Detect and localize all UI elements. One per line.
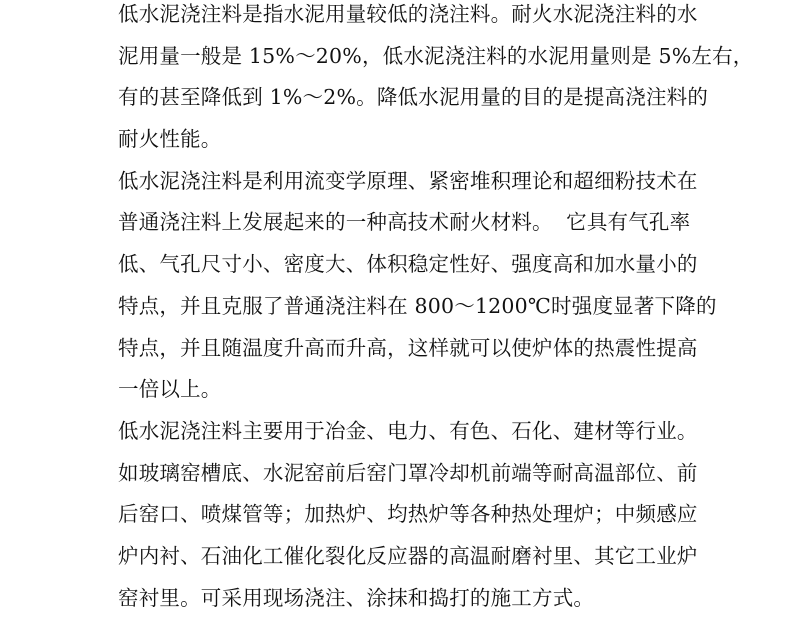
text-line: 后窑口、喷煤管等；加热炉、均热炉等各种热处理炉；中频感应 [118, 502, 698, 527]
text-line: 一倍以上。 [118, 377, 222, 402]
text-line: 特点，并且克服了普通浇注料在 800～1200℃时强度显著下降的 [118, 293, 717, 318]
text-line: 窑衬里。可采用现场浇注、涂抹和捣打的施工方式。 [118, 585, 595, 610]
text-line: 炉内衬、石油化工催化裂化反应器的高温耐磨衬里、其它工业炉 [118, 543, 698, 568]
text-line: 泥用量一般是 15%～20%，低水泥浇注料的水泥用量则是 5%左右， [118, 43, 754, 68]
paragraph-low-cement-definition [118, 0, 754, 161]
text-line: 低水泥浇注料是利用流变学原理、紧密堆积理论和超细粉技术在 [118, 168, 698, 193]
text-line: 如玻璃窑槽底、水泥窑前后窑门罩冷却机前端等耐高温部位、前 [118, 460, 698, 485]
text-line: 耐火性能。 [118, 127, 222, 152]
text-line: 特点，并且随温度升高而升高，这样就可以使炉体的热震性提高 [118, 335, 698, 360]
document-page [118, 0, 754, 610]
paragraph-low-cement-applications [118, 411, 698, 619]
text-line: 低水泥浇注料是指水泥用量较低的浇注料。耐火水泥浇注料的水 [118, 2, 698, 26]
text-line: 有的甚至降低到 1%～2%。降低水泥用量的目的是提高浇注料的 [118, 85, 709, 110]
text-line: 低水泥浇注料主要用于冶金、电力、有色、石化、建材等行业。 [118, 418, 698, 443]
text-line: 低、气孔尺寸小、密度大、体积稳定性好、强度高和加水量小的 [118, 252, 698, 277]
text-line: 普通浇注料上发展起来的一种高技术耐火材料。 它具有气孔率 [118, 210, 691, 235]
paragraph-low-cement-properties [118, 161, 717, 411]
